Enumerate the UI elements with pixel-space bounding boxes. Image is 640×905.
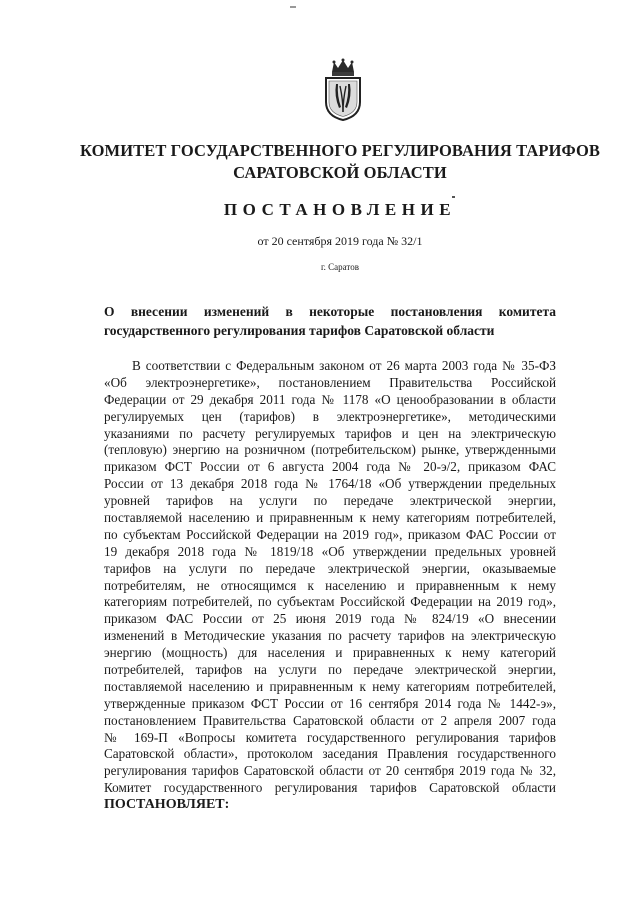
document-date-number: от 20 сентября 2019 года № 32/1 [257,234,423,248]
document-city: г. Саратов [321,262,359,272]
body-line: (тепловую) энергию на розничном (потребительском) рынке, утвержденными [104,442,556,458]
body-line: В соответствии с Федеральным законом от 26 марта 2003 года № 35-ФЗ [132,358,556,373]
body-line: Федерации от 29 декабря 2011 года № 1178 «О ценообразовании в области [104,391,556,407]
committee-name-line1: КОМИТЕТ ГОСУДАРСТВЕННОГО РЕГУЛИРОВАНИЯ ТАРИФОВ [79,141,601,160]
subject-line: О внесении изменений в некоторые постановления комитета [104,304,556,319]
body-line: 19 декабря 2018 года № 1819/18 «Об утверждении предельных уровней [104,543,556,559]
body-line: утвержденные приказом ФСТ России от 16 сентября 2014 года № 1442-э», [104,695,556,711]
coat-of-arms-icon [323,58,363,122]
body-line: № 169-П «Вопросы комитета государственного регулирования тарифов [104,729,556,745]
body-line: приказом ФАС России от 25 июня 2019 года № 824/19 «О внесении [104,611,556,627]
body-line: изменений в Методические указания по расчету тарифов на электрическую [104,628,556,644]
body-line: Комитет государственного регулирования тарифов Саратовской области [104,780,556,796]
body-line: потребителям, не относящимся к населению и приравненным к нему [104,577,556,593]
body-line: уровней тарифов на услуги по передаче электрической энергии, [104,493,556,509]
document-body [104,358,556,814]
committee-name [40,140,640,184]
body-line: регулирования тарифов Саратовской области от 20 сентября 2019 года № 32, [104,763,556,779]
body-line: приказом ФСТ России от 6 августа 2004 года № 20-э/2, приказом ФАС [104,459,556,475]
body-line: Саратовской области», протоколом заседания Правления государственного [104,746,556,762]
document-subject [104,302,556,340]
body-line: поставляемой населению и приравненным к нему категориям потребителей, [104,510,556,526]
document-type-title: ПОСТАНОВЛЕНИЕ [223,200,457,219]
body-line: регулируемых цен (тарифов) в электроэнергетике», методическими [104,408,556,424]
scan-artifact [290,6,296,8]
body-line: постановлением Правительства Саратовской области от 2 апреля 2007 года [104,712,556,728]
decree-word: ПОСТАНОВЛЯЕТ: [104,797,230,813]
body-line: по субъектам Российской Федерации на 2019 год», приказом ФАС России от [104,526,556,542]
body-line: «Об электроэнергетике», постановлением Правительства Российской [104,374,556,390]
body-line: указаниями по расчету регулируемых тарифов и цен на электрическую [104,425,556,441]
scan-artifact [452,196,455,198]
subject-line: государственного регулирования тарифов Саратовской области [104,323,495,338]
body-line: поставляемой населению и приравненным к нему категориям потребителей, [104,678,556,694]
body-line: тарифов на услуги по передаче электрической энергии, оказываемые [104,560,556,576]
body-line: России от 13 декабря 2018 года № 1764/18 «Об утверждении предельных [104,476,556,492]
body-line: энергию (мощность) для населения и приравненных к нему категорий [104,645,556,661]
body-line: потребителей, тарифов на услуги по передаче электрической энергии, [104,662,556,678]
body-line: категориям потребителей, по субъектам Российской Федерации на 2019 год», [104,594,556,610]
committee-name-line2: САРАТОВСКОЙ ОБЛАСТИ [233,163,447,182]
